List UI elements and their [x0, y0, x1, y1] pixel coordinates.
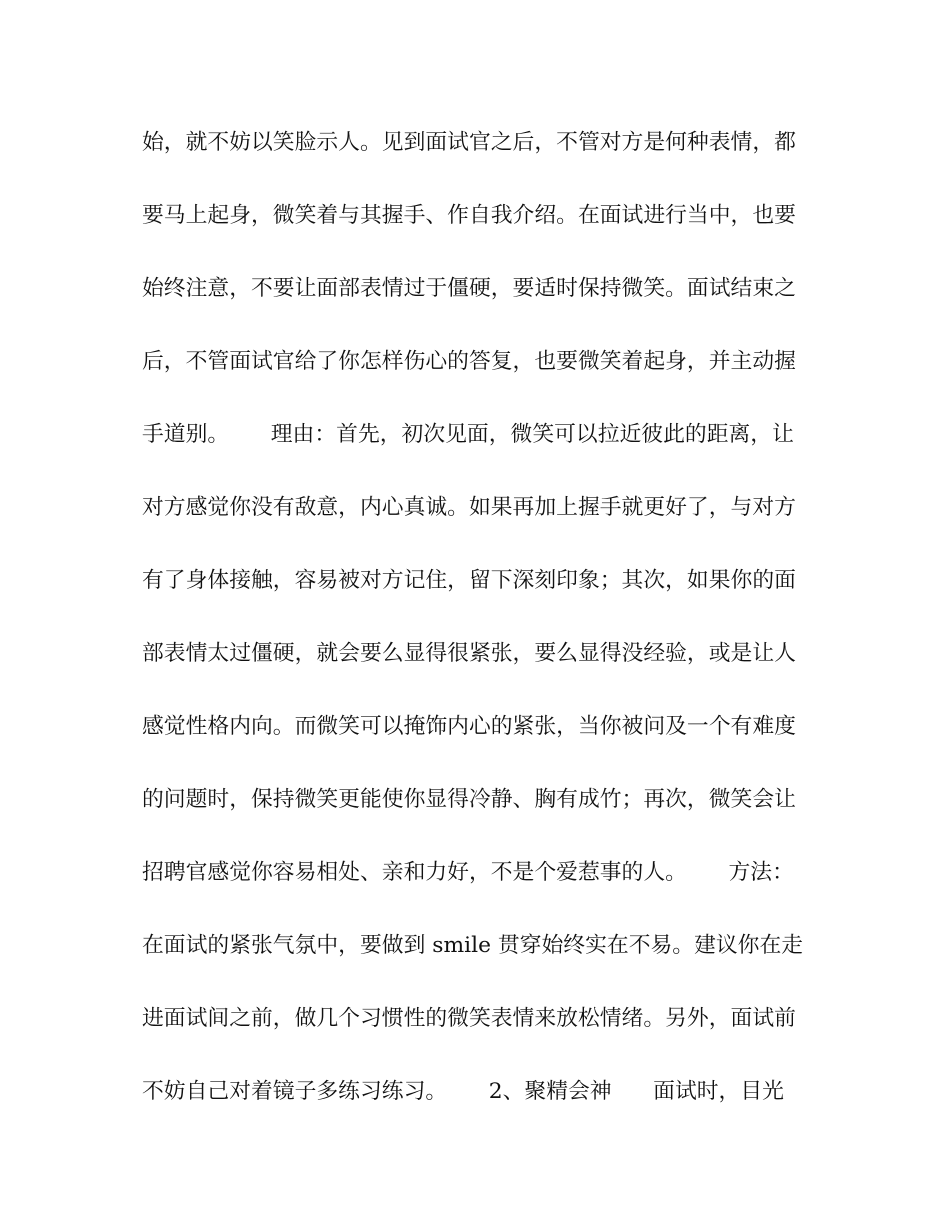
text-line-2: 要马上起身，微笑着与其握手、作自我介绍。在面试进行当中，也要 — [142, 203, 796, 228]
text-line-14: 不妨自己对着镜子多练习练习。 2、聚精会神 面试时，目光 — [142, 1079, 784, 1104]
text-line-7: 有了身体接触，容易被对方记住，留下深刻印象；其次，如果你的面 — [142, 568, 796, 593]
text-line-6: 对方感觉你没有敌意，内心真诚。如果再加上握手就更好了，与对方 — [142, 495, 796, 520]
body-text — [142, 128, 802, 1150]
text-line-3: 始终注意，不要让面部表情过于僵硬，要适时保持微笑。面试结束之 — [142, 276, 796, 301]
text-line-10: 的问题时，保持微笑更能使你显得冷静、胸有成竹；再次，微笑会让 — [142, 787, 796, 812]
text-line-9: 感觉性格内向。而微笑可以掩饰内心的紧张，当你被问及一个有难度 — [142, 714, 796, 739]
text-line-1: 始，就不妨以笑脸示人。见到面试官之后，不管对方是何种表情，都 — [142, 130, 796, 155]
text-line-12: 在面试的紧张气氛中，要做到 smile 贯穿始终实在不易。建议你在走 — [142, 933, 804, 958]
text-line-5: 手道别。 理由：首先，初次见面，微笑可以拉近彼此的距离，让 — [142, 422, 794, 447]
text-line-13: 进面试间之前，做几个习惯性的微笑表情来放松情绪。另外，面试前 — [142, 1006, 796, 1031]
text-line-8: 部表情太过僵硬，就会要么显得很紧张，要么显得没经验，或是让人 — [142, 641, 796, 666]
text-line-11: 招聘官感觉你容易相处、亲和力好，不是个爱惹事的人。 方法： — [142, 860, 794, 885]
text-line-4: 后，不管面试官给了你怎样伤心的答复，也要微笑着起身，并主动握 — [142, 349, 796, 374]
